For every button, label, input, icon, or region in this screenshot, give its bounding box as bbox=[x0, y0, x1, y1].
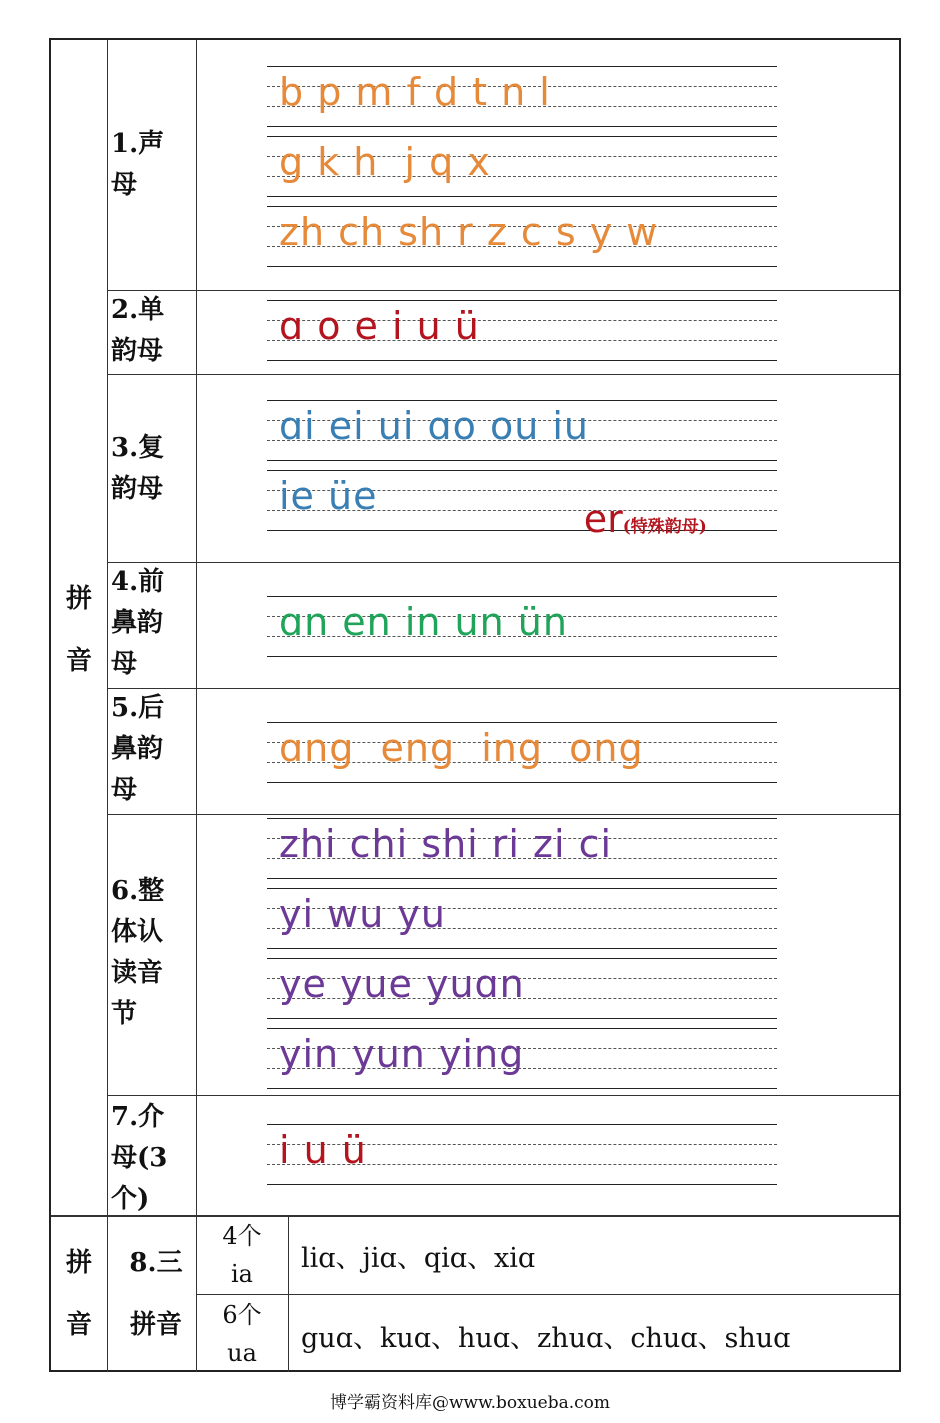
writing-band bbox=[267, 470, 777, 541]
writing-band bbox=[267, 722, 777, 782]
section-label-sanpin: 8.三 拼音 bbox=[129, 1248, 183, 1340]
staff-fuyunmu bbox=[267, 400, 777, 541]
pinyin-line: g k h j q x bbox=[279, 140, 491, 184]
pinyin-line: zhi chi shi ri zi ci bbox=[279, 822, 613, 866]
pinyin-line: b p m f d t n l bbox=[279, 70, 551, 114]
writing-band bbox=[267, 400, 777, 460]
pinyin-line: ie üe bbox=[279, 474, 378, 518]
writing-band bbox=[267, 818, 777, 878]
row-divider bbox=[107, 562, 899, 563]
staff-houbiyunmu bbox=[267, 722, 777, 782]
pinyin-table bbox=[49, 38, 901, 1372]
triple-row-text-ia: liɑ、jiɑ、qiɑ、xiɑ bbox=[301, 1243, 536, 1274]
writing-band bbox=[267, 206, 777, 266]
pinyin-line: ɑi ei ui ɑo ou iu bbox=[279, 404, 589, 448]
writing-band bbox=[267, 888, 777, 948]
pinyin-line: yi wu yu bbox=[279, 892, 446, 936]
row-divider bbox=[107, 814, 899, 815]
staff-zhengti bbox=[267, 818, 777, 1088]
staff-qianbiyunmu bbox=[267, 596, 777, 656]
category-pinyin: 拼 音 bbox=[65, 584, 92, 676]
staff-jiemu bbox=[267, 1124, 777, 1184]
row-divider bbox=[107, 374, 899, 375]
pinyin-line: i u ü bbox=[279, 1128, 367, 1172]
writing-band bbox=[267, 136, 777, 196]
triple-row-label-ia: 4个 ia bbox=[222, 1222, 262, 1288]
section-label-qianbiyunmu: 4.前 鼻韵 母 bbox=[111, 567, 165, 679]
pinyin-line: yin yun ying bbox=[279, 1032, 525, 1076]
section-label-houbiyunmu: 5.后 鼻韵 母 bbox=[111, 693, 165, 805]
divider bbox=[107, 40, 108, 1372]
category-pinyin-triple: 拼 音 bbox=[65, 1248, 92, 1340]
triple-row-label-ua: 6个 ua bbox=[222, 1301, 262, 1367]
staff-danyunmu bbox=[267, 300, 777, 360]
section-label-shengmu: 1.声 母 bbox=[111, 129, 165, 200]
row-divider bbox=[107, 290, 899, 291]
pinyin-line: ye yue yuɑn bbox=[279, 962, 525, 1006]
pinyin-line: zh ch sh r z c s y w bbox=[279, 210, 659, 254]
triple-row-text-ua: guɑ、kuɑ、huɑ、zhuɑ、chuɑ、shuɑ bbox=[301, 1323, 791, 1354]
footer-watermark: 博学霸资料库@www.boxueba.com bbox=[329, 1393, 611, 1413]
section-label-zhengti: 6.整 体认 读音 节 bbox=[111, 876, 165, 1029]
pinyin-line: ɑn en in un ün bbox=[279, 600, 568, 644]
writing-band bbox=[267, 596, 777, 656]
writing-band bbox=[267, 300, 777, 360]
staff-shengmu bbox=[267, 66, 777, 266]
pinyin-line: ɑng eng ing ong bbox=[279, 726, 644, 770]
writing-band bbox=[267, 1028, 777, 1088]
special-final-note: (特殊韵母) bbox=[622, 517, 707, 537]
writing-band bbox=[267, 1124, 777, 1184]
section-label-fuyunmu: 3.复 韵母 bbox=[111, 433, 165, 504]
pinyin-line: ɑ o e i u ü bbox=[279, 304, 480, 348]
writing-band bbox=[267, 958, 777, 1018]
special-final bbox=[543, 478, 707, 560]
section-label-danyunmu: 2.单 韵母 bbox=[111, 295, 165, 366]
row-divider bbox=[107, 688, 899, 689]
section-label-jiemu: 7.介 母(3 个) bbox=[111, 1102, 168, 1214]
row-divider bbox=[196, 1294, 899, 1295]
writing-band bbox=[267, 66, 777, 126]
row-divider bbox=[107, 1095, 899, 1096]
special-final-er: er bbox=[583, 497, 623, 541]
